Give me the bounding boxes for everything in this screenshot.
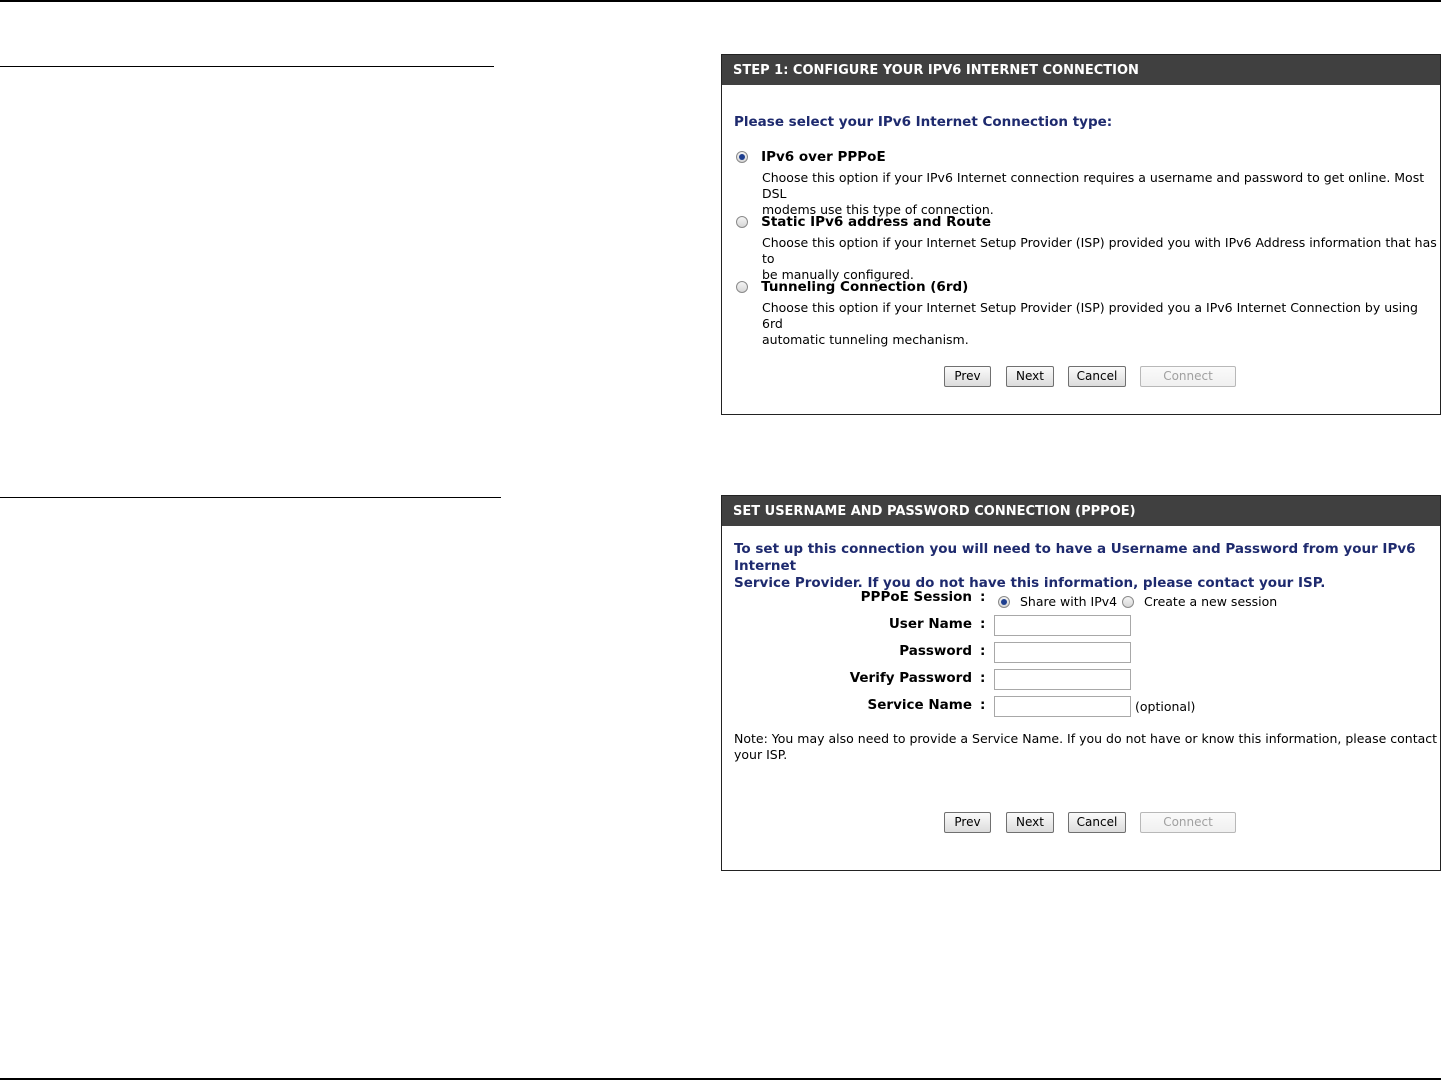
service-name-colon: : bbox=[980, 697, 986, 713]
left-rule-upper bbox=[0, 66, 494, 67]
option-static-ipv6[interactable] bbox=[736, 211, 991, 230]
step1-panel bbox=[721, 54, 1441, 415]
password-field[interactable] bbox=[994, 642, 1131, 663]
step1-cancel-button[interactable]: Cancel bbox=[1068, 366, 1126, 387]
top-page-rule bbox=[0, 0, 1441, 2]
username-label: User Name bbox=[888, 616, 972, 632]
password-label: Password bbox=[899, 643, 972, 659]
session-share-label: Share with IPv4 bbox=[1019, 594, 1118, 609]
service-name-hint: (optional) bbox=[1135, 699, 1196, 714]
pppoe-note bbox=[734, 731, 1437, 763]
option-tunneling-6rd[interactable] bbox=[736, 276, 968, 295]
option-ipv6-pppoe-desc-line2: modems use this type of connection. bbox=[762, 202, 994, 217]
pppoe-intro-line2: Service Provider. If you do not have this information, please contact your ISP. bbox=[734, 575, 1326, 591]
step1-prev-button[interactable]: Prev bbox=[944, 366, 991, 387]
option-tunneling-6rd-desc-line2: automatic tunneling mechanism. bbox=[762, 332, 969, 347]
radio-static-ipv6[interactable] bbox=[736, 216, 748, 228]
left-rule-lower bbox=[0, 497, 501, 498]
pppoe-intro-line1: To set up this connection you will need to have a Username and Password from your IPv6 Internet bbox=[734, 541, 1416, 574]
pppoe-cancel-button[interactable]: Cancel bbox=[1068, 812, 1126, 833]
option-ipv6-pppoe[interactable] bbox=[736, 146, 886, 165]
pppoe-session-colon: : bbox=[980, 589, 986, 605]
step1-next-button[interactable]: Next bbox=[1006, 366, 1054, 387]
option-tunneling-6rd-desc-line1: Choose this option if your Internet Setup Provider (ISP) provided you a IPv6 Internet Connection by using 6rd bbox=[762, 300, 1418, 331]
service-name-label: Service Name bbox=[867, 697, 972, 713]
step1-header: STEP 1: CONFIGURE YOUR IPV6 INTERNET CONNECTION bbox=[722, 55, 1440, 85]
radio-ipv6-pppoe[interactable] bbox=[736, 151, 748, 163]
pppoe-next-button[interactable]: Next bbox=[1006, 812, 1054, 833]
pppoe-session-label: PPPoE Session bbox=[860, 589, 972, 605]
pppoe-prev-button[interactable]: Prev bbox=[944, 812, 991, 833]
password-colon: : bbox=[980, 643, 986, 659]
pppoe-header: SET USERNAME AND PASSWORD CONNECTION (PPPOE) bbox=[722, 496, 1440, 526]
session-share-option[interactable] bbox=[998, 593, 1117, 609]
option-static-ipv6-title: Static IPv6 address and Route bbox=[761, 214, 991, 230]
step1-prompt: Please select your IPv6 Internet Connection type: bbox=[734, 114, 1113, 130]
option-tunneling-6rd-title: Tunneling Connection (6rd) bbox=[761, 279, 969, 295]
radio-share-with-ipv4[interactable] bbox=[998, 596, 1010, 608]
option-ipv6-pppoe-title: IPv6 over PPPoE bbox=[761, 149, 886, 165]
verify-password-colon: : bbox=[980, 670, 986, 686]
pppoe-connect-button[interactable]: Connect bbox=[1140, 812, 1236, 833]
step1-connect-button[interactable]: Connect bbox=[1140, 366, 1236, 387]
option-ipv6-pppoe-desc-line1: Choose this option if your IPv6 Internet connection requires a username and password to get online. Most DSL bbox=[762, 170, 1425, 201]
option-static-ipv6-desc-line2: be manually configured. bbox=[762, 267, 914, 282]
session-new-option[interactable] bbox=[1122, 593, 1277, 609]
radio-create-new-session[interactable] bbox=[1122, 596, 1134, 608]
session-new-label: Create a new session bbox=[1143, 594, 1278, 609]
pppoe-note-line1: Note: You may also need to provide a Service Name. If you do not have or know this information, please contact bbox=[734, 731, 1438, 746]
radio-tunneling-6rd[interactable] bbox=[736, 281, 748, 293]
bottom-page-rule bbox=[0, 1078, 1441, 1080]
verify-password-field[interactable] bbox=[994, 669, 1131, 690]
pppoe-note-line2: your ISP. bbox=[734, 747, 788, 762]
username-field[interactable] bbox=[994, 615, 1131, 636]
username-colon: : bbox=[980, 616, 986, 632]
option-static-ipv6-desc-line1: Choose this option if your Internet Setup Provider (ISP) provided you with IPv6 Address information that has to bbox=[762, 235, 1437, 266]
service-name-field[interactable] bbox=[994, 696, 1131, 717]
pppoe-intro bbox=[734, 541, 1440, 592]
pppoe-panel bbox=[721, 495, 1441, 871]
verify-password-label: Verify Password bbox=[849, 670, 972, 686]
option-tunneling-6rd-desc bbox=[762, 300, 1440, 348]
